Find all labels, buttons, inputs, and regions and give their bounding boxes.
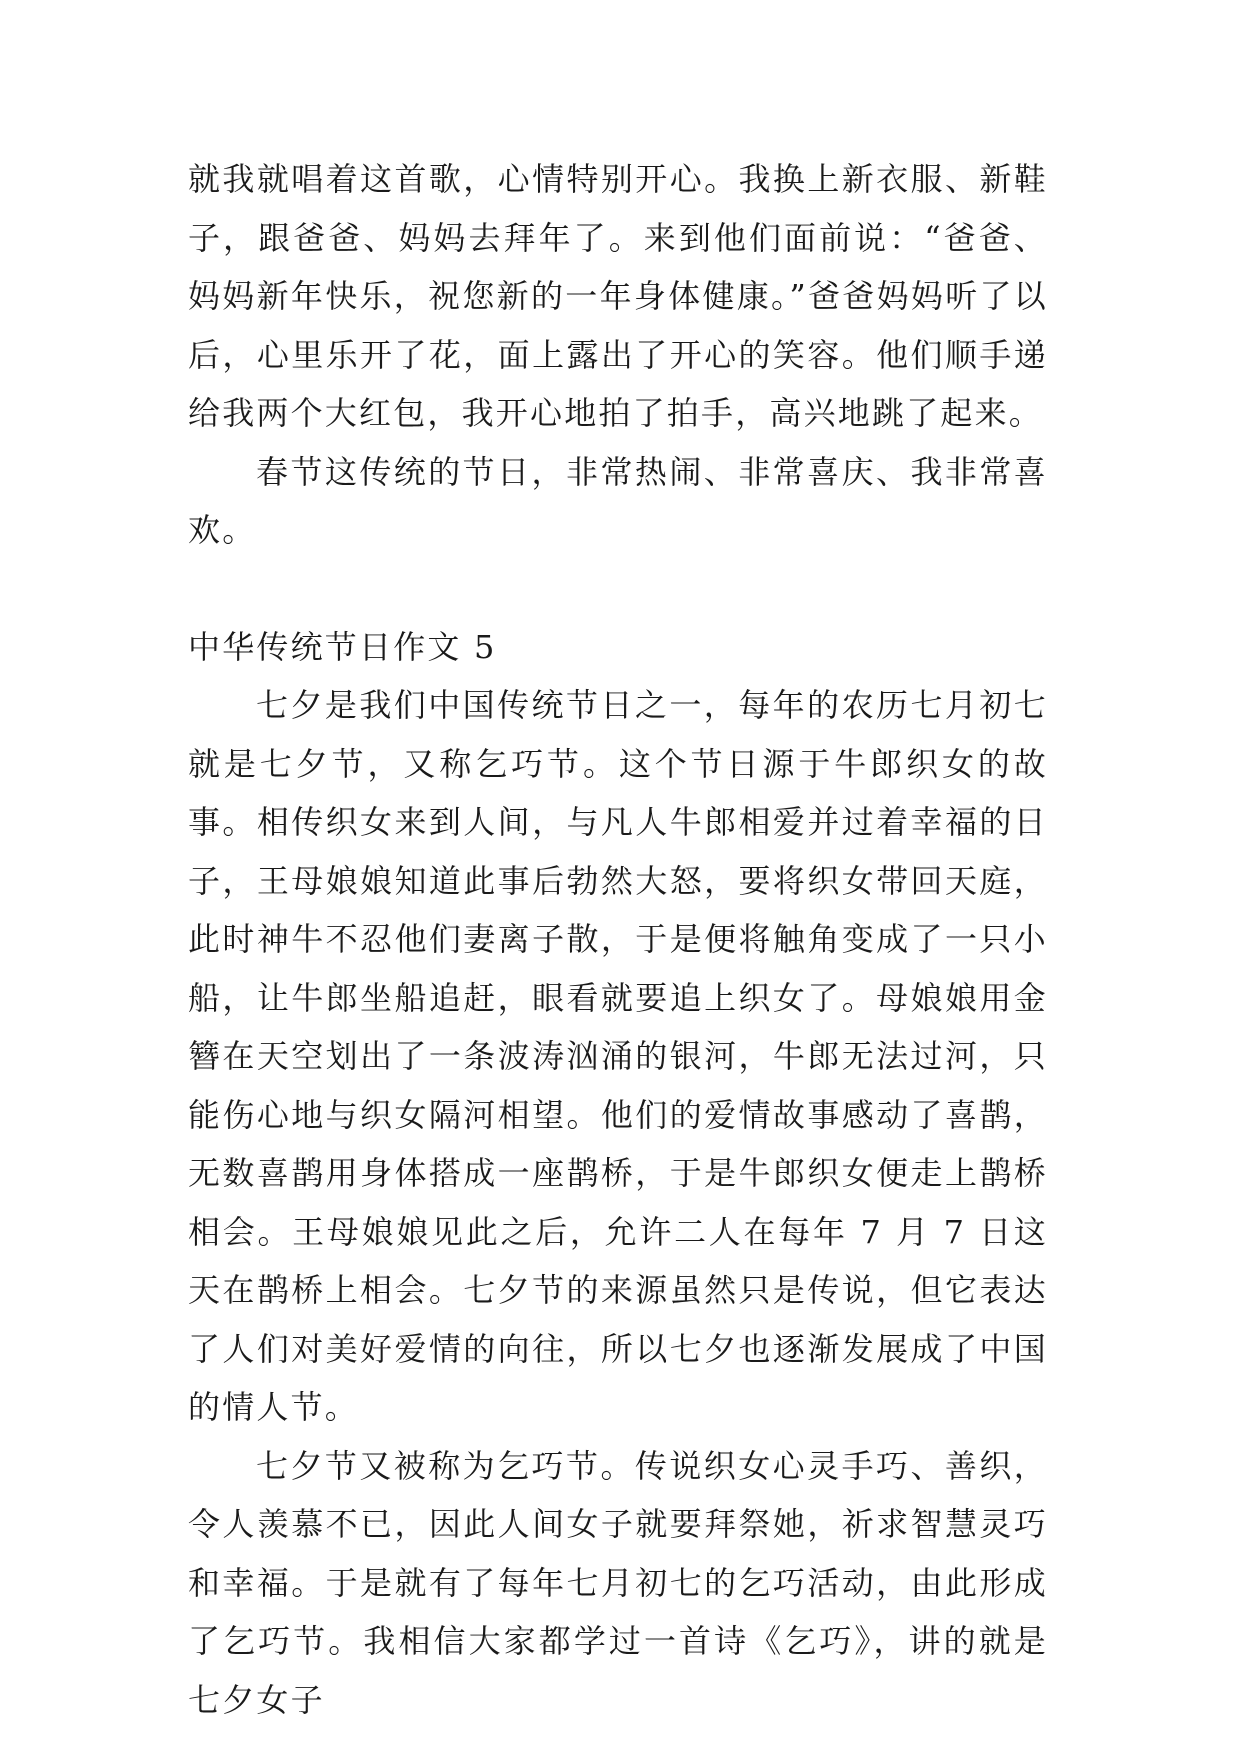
paragraph-qiqiao-festival: 七夕节又被称为乞巧节。传说织女心灵手巧、善织，令人羡慕不已，因此人间女子就要拜祭她，祈求智慧灵巧和幸福。于是就有了每年七月初七的乞巧活动，由此形成了乞巧节。我相信大家都学过一首诗《乞巧》，讲的就是七夕女子 <box>188 1446 1048 1719</box>
paragraph-qixi-origin: 七夕是我们中国传统节日之一，每年的农历七月初七就是七夕节，又称乞巧节。这个节日源于牛郎织女的故事。相传织女来到人间，与凡人牛郎相爱并过着幸福的日子，王母娘娘知道此事后勃然大怒，要将织女带回天庭，此时神牛不忍他们妻离子散，于是便将触角变成了一只小船，让牛郎坐船追赶，眼看就要追上织女了。母娘娘用金簪在天空划出了一条波涛汹涌的银河，牛郎无法过河，只能伤心地与织女隔河相望。他们的爱情故事感动了喜鹊，无数喜鹊用身体搭成一座鹊桥，于是牛郎织女便走上鹊桥相会。王母娘娘见此之后，允许二人在每年 7 月 7 日这天在鹊桥上相会。七夕节的来源虽然只是传说，但它表达了人们对美好爱情的向往，所以七夕也逐渐发展成了中国的情人节。 <box>188 686 1048 1426</box>
document-body <box>188 150 1048 1729</box>
paragraph-continued: 就我就唱着这首歌，心情特别开心。我换上新衣服、新鞋子，跟爸爸、妈妈去拜年了。来到他们面前说：“爸爸、妈妈新年快乐，祝您新的一年身体健康。”爸爸妈妈听了以后，心里乐开了花，面上露出了开心的笑容。他们顺手递给我两个大红包，我开心地拍了拍手，高兴地跳了起来。 <box>188 160 1048 432</box>
section-spacer <box>188 560 1048 618</box>
paragraph-spring-festival-conclusion: 春节这传统的节日，非常热闹、非常喜庆、我非常喜欢。 <box>188 452 1048 549</box>
section-title: 中华传统节日作文 5 <box>188 627 497 666</box>
